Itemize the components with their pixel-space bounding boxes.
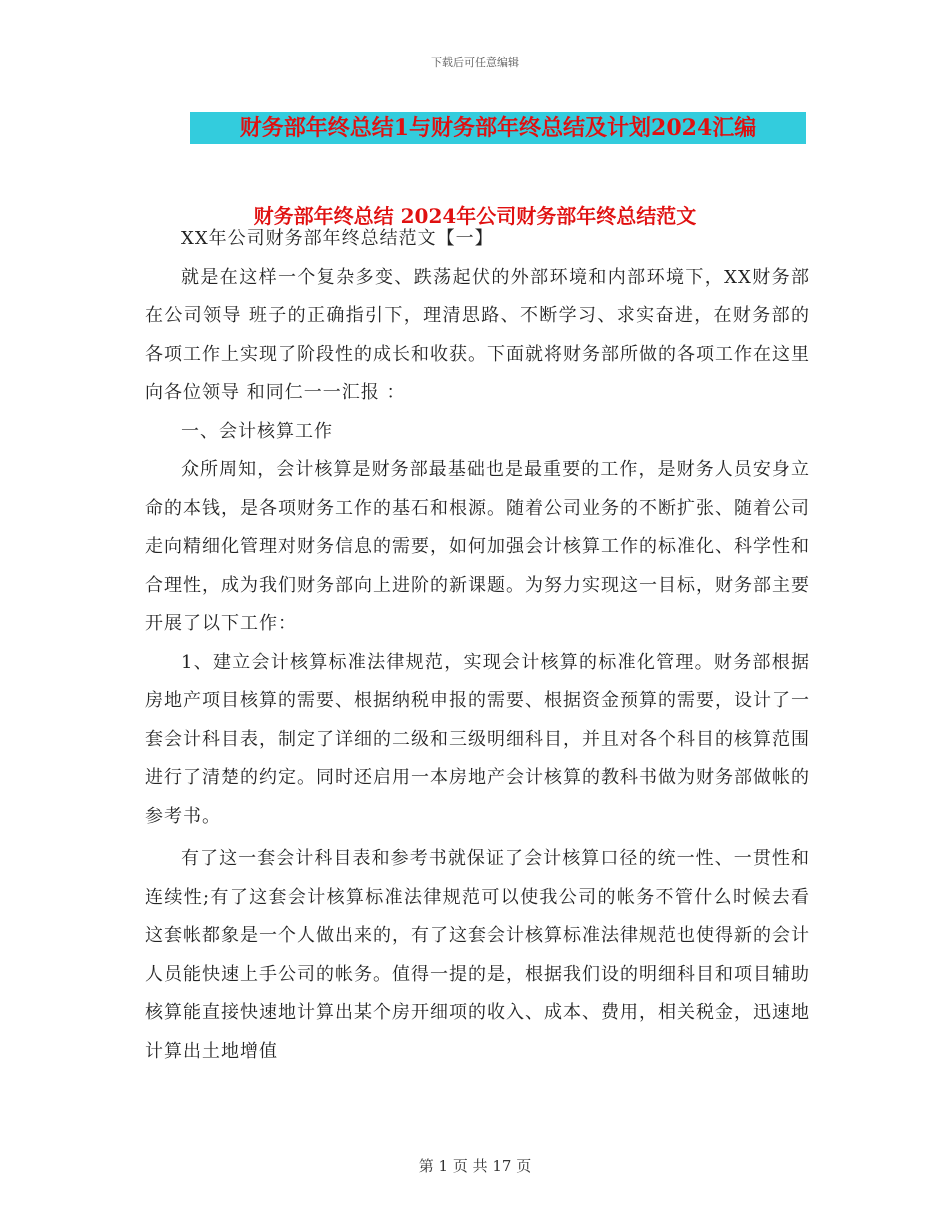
section-heading-paragraph: XX年公司财务部年终总结范文【一】 <box>181 228 494 249</box>
body-paragraph: 有了这一套会计科目表和参考书就保证了会计核算口径的统一性、一贯性和连续性;有了这套会计核算标准法律规范可以使我公司的帐务不管什么时候去看这套帐都象是一个人做出来的，有了这套会计核算标准法律规范也使得新的会计人员能快速上手公司的帐务。值得一提的是，根据我们设的明细科目和项目辅助核算能直接快速地计算出某个房开细项的收入、成本、费用，相关税金，迅速地计算出土地增值 <box>145 848 810 1062</box>
page-number-footer: 第 1 页 共 17 页 <box>418 1157 532 1175</box>
document-main-title: 财务部年终总结1与财务部年终总结及计划2024汇编 <box>190 112 806 144</box>
body-paragraph: 1、建立会计核算标准法律规范，实现会计核算的标准化管理。财务部根据房地产项目核算的需要、根据纳税申报的需要、根据资金预算的需要，设计了一套会计科目表，制定了详细的二级和三级明细科目，并且对各个科目的核算范围进行了清楚的约定。同时还启用一本房地产会计核算的教科书做为财务部做帐的参考书。 <box>145 651 810 827</box>
section-heading-paragraph: 一、会计核算工作 <box>181 420 333 442</box>
document-sub-title: 财务部年终总结 2024年公司财务部年终总结范文 <box>253 204 697 228</box>
body-paragraph: 众所周知，会计核算是财务部最基础也是最重要的工作，是财务人员安身立命的本钱，是各项财务工作的基石和根源。随着公司业务的不断扩张、随着公司走向精细化管理对财务信息的需要，如何加强会计核算工作的标准化、科学性和合理性，成为我们财务部向上进阶的新课题。为努力实现这一目标，财务部主要开展了以下工作： <box>145 459 810 634</box>
body-paragraph: 就是在这样一个复杂多变、跌荡起伏的外部环境和内部环境下，XX财务部在公司领导 班子的正确指引下，理清思路、不断学习、求实奋进，在财务部的各项工作上实现了阶段性的成长和收获。下面就将财务部所做的各项工作在这里向各位领导 和同仁一一汇报 ： <box>145 266 810 403</box>
page-header-note: 下载后可任意编辑 <box>431 56 519 69</box>
document-body <box>145 220 810 1071</box>
